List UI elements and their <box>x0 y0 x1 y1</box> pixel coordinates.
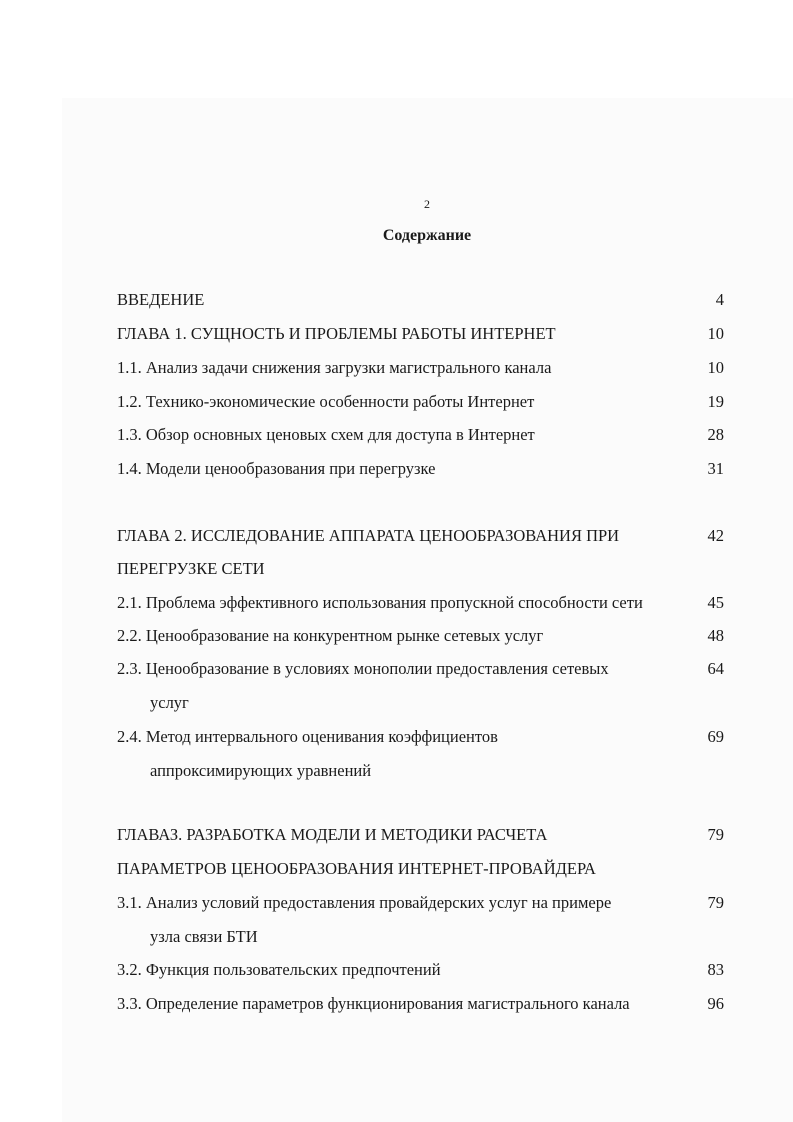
toc-entry-page: 42 <box>707 526 724 545</box>
toc-entry-text: ВВЕДЕНИЕ <box>117 290 205 309</box>
page-number: 2 <box>424 197 430 211</box>
toc-entry-text: 3.1. Анализ условий предоставления провайдерских услуг на примере <box>117 893 612 912</box>
toc-entry-text-continuation: услуг <box>150 693 189 712</box>
toc-entry-text: 1.4. Модели ценообразования при перегрузке <box>117 459 436 478</box>
toc-entry-page: 31 <box>707 459 724 478</box>
toc-entry-text: 3.2. Функция пользовательских предпочтений <box>117 960 441 979</box>
toc-entry-page: 10 <box>707 358 724 377</box>
toc-entry-text: 1.2. Технико-экономические особенности работы Интернет <box>117 392 535 411</box>
toc-entry-text: 3.3. Определение параметров функционирования магистрального канала <box>117 994 630 1013</box>
toc-entry-text-continuation: аппроксимирующих уравнений <box>150 761 372 780</box>
toc-entry-text-continuation: узла связи БТИ <box>150 927 258 946</box>
toc-entry-text: 2.1. Проблема эффективного использования пропускной способности сети <box>117 593 643 612</box>
toc-entry-page: 83 <box>707 960 724 979</box>
toc-entry-page: 10 <box>707 324 724 343</box>
toc-entry-text: 2.4. Метод интервального оценивания коэффициентов <box>117 727 498 746</box>
toc-entry-text: 1.1. Анализ задачи снижения загрузки магистрального канала <box>117 358 552 377</box>
toc-entry-text: 2.3. Ценообразование в условиях монополии предоставления сетевых <box>117 659 609 678</box>
toc-entry-page: 28 <box>707 425 724 444</box>
toc-entry-text: 2.2. Ценообразование на конкурентном рынке сетевых услуг <box>117 626 544 645</box>
toc-entry-text-continuation: ПЕРЕГРУЗКЕ СЕТИ <box>117 559 265 578</box>
toc-entry-text: ГЛАВАЗ. РАЗРАБОТКА МОДЕЛИ И МЕТОДИКИ РАСЧЕТА <box>117 825 548 844</box>
toc-entry-page: 19 <box>707 392 724 411</box>
toc-entry-page: 48 <box>707 626 724 645</box>
toc-title: Содержание <box>382 227 472 244</box>
toc-entry-page: 45 <box>707 593 724 612</box>
toc-entry-page: 79 <box>707 825 724 844</box>
toc-entry-page: 64 <box>707 659 724 678</box>
toc-entry-page: 69 <box>707 727 724 746</box>
toc-entry-text: 1.3. Обзор основных ценовых схем для доступа в Интернет <box>117 425 535 444</box>
toc-entry-page: 4 <box>715 290 724 309</box>
toc-entry-text: ГЛАВА 2. ИССЛЕДОВАНИЕ АППАРАТА ЦЕНООБРАЗОВАНИЯ ПРИ <box>117 526 620 545</box>
toc-entry-page: 79 <box>707 893 724 912</box>
toc-entry-text-continuation: ПАРАМЕТРОВ ЦЕНООБРАЗОВАНИЯ ИНТЕРНЕТ-ПРОВАЙДЕРА <box>117 859 596 878</box>
toc-entry-text: ГЛАВА 1. СУЩНОСТЬ И ПРОБЛЕМЫ РАБОТЫ ИНТЕРНЕТ <box>117 324 556 343</box>
toc-entry-page: 96 <box>707 994 724 1013</box>
